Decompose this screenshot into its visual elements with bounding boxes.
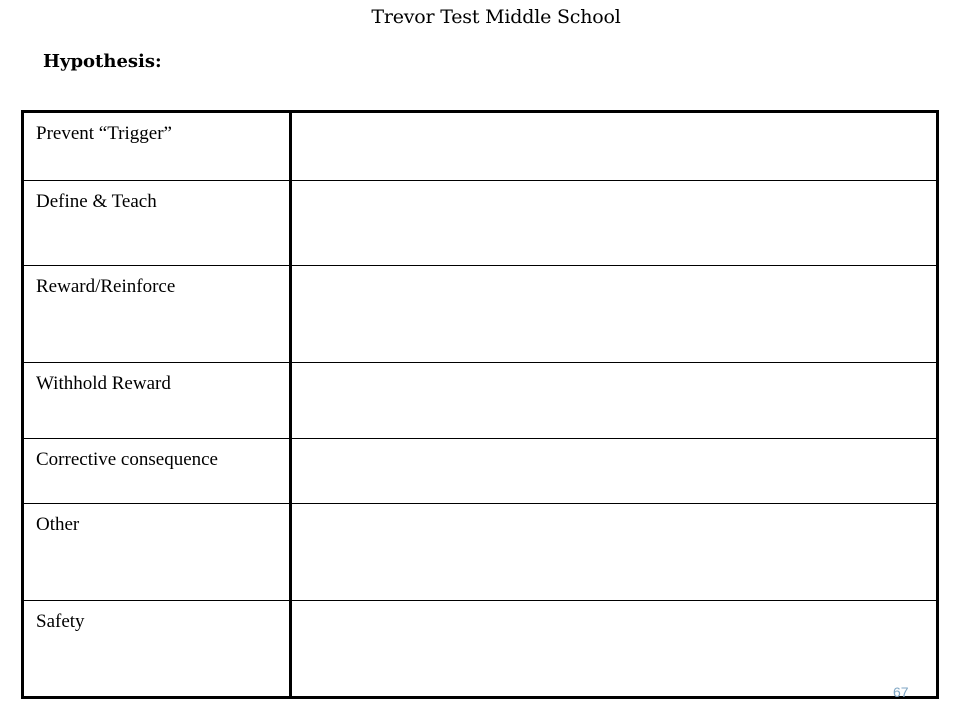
response-cell[interactable] [290, 181, 937, 266]
response-cell[interactable] [290, 601, 937, 698]
row-label: Other [23, 504, 291, 601]
table-row-corrective-consequence [23, 439, 938, 504]
response-cell[interactable] [290, 112, 937, 181]
response-cell[interactable] [290, 266, 937, 363]
response-cell[interactable] [290, 439, 937, 504]
table-row-safety [23, 601, 938, 698]
response-cell[interactable] [290, 363, 937, 439]
page-number: 67 [893, 684, 909, 700]
table-row-other [23, 504, 938, 601]
row-label: Safety [23, 601, 291, 698]
page-title: Trevor Test Middle School [371, 6, 621, 28]
row-label: Reward/Reinforce [23, 266, 291, 363]
hypothesis-label: Hypothesis: [43, 51, 162, 72]
table-row-define-teach [23, 181, 938, 266]
table-row-withhold-reward [23, 363, 938, 439]
table-row-prevent-trigger [23, 112, 938, 181]
row-label: Prevent “Trigger” [23, 112, 291, 181]
row-label: Withhold Reward [23, 363, 291, 439]
row-label: Define & Teach [23, 181, 291, 266]
response-cell[interactable] [290, 504, 937, 601]
behavior-plan-table [21, 110, 939, 699]
table-row-reward-reinforce [23, 266, 938, 363]
row-label: Corrective consequence [23, 439, 291, 504]
